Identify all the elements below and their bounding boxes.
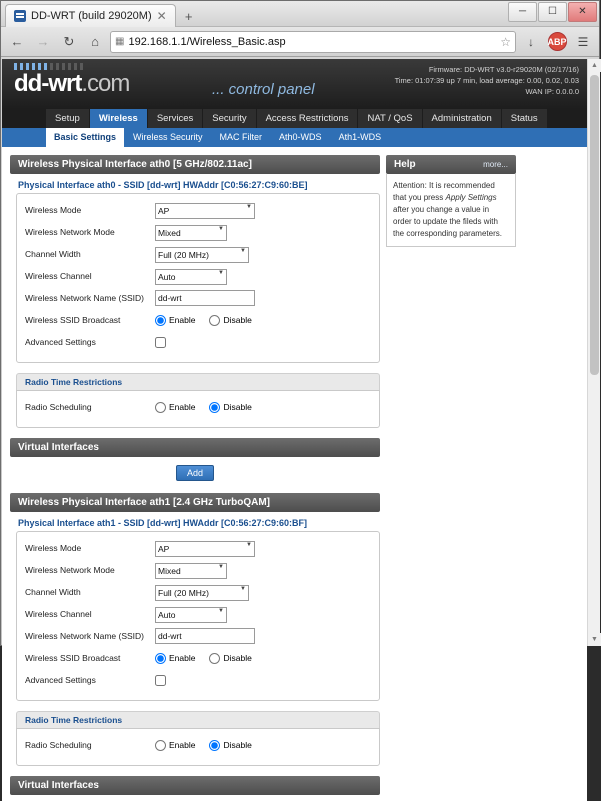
nav-tab-wireless[interactable]: Wireless [90, 109, 147, 128]
nav-tab-access-restrictions[interactable]: Access Restrictions [257, 109, 358, 128]
help-text-part1: Attention: It is recommended that you press [393, 181, 495, 202]
nav-tab-services[interactable]: Services [148, 109, 202, 128]
wrap-channel-width-ath1 [155, 583, 249, 601]
nav-tab-setup[interactable]: Setup [46, 109, 89, 128]
avatar: ABP [548, 32, 567, 51]
page-scrollbar[interactable] [587, 59, 600, 646]
wrap-channel-ath1 [155, 605, 227, 623]
forward-icon[interactable]: → [36, 34, 50, 49]
row-advanced-ath0 [25, 332, 371, 352]
scroll-up-arrow[interactable]: ▲ [588, 59, 601, 72]
logo-com: .com [81, 70, 130, 97]
wan-ip-text: WAN IP: 0.0.0.0 [525, 87, 579, 96]
row-broadcast-ath1 [25, 648, 371, 668]
select-channel-ath0[interactable] [155, 269, 227, 285]
radio-label-sched-enable-ath0[interactable] [155, 402, 195, 413]
row-channel-width-ath0 [25, 244, 371, 264]
scrollbar-thumb[interactable] [590, 75, 599, 375]
home-icon[interactable]: ⌂ [91, 34, 99, 49]
radio-sched-disable-ath0[interactable] [209, 402, 220, 413]
close-tab-icon[interactable]: ✕ [156, 9, 167, 23]
text-broadcast-disable-ath1: Disable [223, 653, 252, 663]
label-wireless-mode-ath0: Wireless Mode [25, 205, 82, 215]
panel-title-ath0: Wireless Physical Interface ath0 [5 GHz/802.11ac] [10, 155, 380, 174]
window-controls [507, 2, 597, 22]
row-ssid-ath1 [25, 626, 371, 646]
radio-sched-disable-ath1[interactable] [209, 740, 220, 751]
wrap-channel-ath0 [155, 267, 227, 285]
label-advanced-ath0: Advanced Settings [25, 337, 96, 347]
label-ssid-ath0: Wireless Network Name (SSID) [25, 293, 145, 303]
virtual-interfaces-title-ath1: Virtual Interfaces [10, 776, 380, 795]
label-broadcast-ath1: Wireless SSID Broadcast [25, 653, 121, 663]
help-more-link[interactable]: more... [483, 160, 508, 169]
help-column [386, 155, 516, 801]
browser-tab-title: DD-WRT (build 29020M) [31, 10, 152, 22]
wrap-wireless-mode-ath0 [155, 201, 255, 219]
select-network-mode-ath1[interactable] [155, 563, 227, 579]
row-network-mode-ath0 [25, 222, 371, 242]
label-channel-width-ath1: Channel Width [25, 587, 81, 597]
help-body [386, 174, 516, 247]
close-window-button[interactable]: ✕ [568, 2, 597, 22]
scroll-down-arrow[interactable]: ▼ [588, 633, 601, 646]
address-bar[interactable] [110, 31, 516, 53]
wrap-network-mode-ath0 [155, 223, 227, 241]
text-sched-enable-ath1: Enable [169, 740, 196, 750]
help-text-apply: Apply Settings [445, 193, 497, 202]
subtab-wireless-security[interactable]: Wireless Security [125, 128, 211, 147]
fieldbox-ath0 [16, 193, 380, 363]
radio-time-box-ath1 [16, 728, 380, 766]
minimize-button[interactable]: ─ [508, 2, 537, 22]
subtab-ath1-wds[interactable]: Ath1-WDS [331, 128, 390, 147]
back-icon[interactable]: ← [10, 34, 24, 49]
page-viewport [2, 59, 600, 791]
subtab-ath0-wds[interactable]: Ath0-WDS [271, 128, 330, 147]
radio-label-broadcast-enable-ath1[interactable] [155, 653, 195, 664]
wrap-channel-width-ath0 [155, 245, 249, 263]
radio-broadcast-enable-ath0[interactable] [155, 315, 166, 326]
url-text: 192.168.1.1/Wireless_Basic.asp [128, 35, 286, 48]
row-ssid-ath0 [25, 288, 371, 308]
radio-time-title-ath0: Radio Time Restrictions [16, 373, 380, 390]
label-network-mode-ath0: Wireless Network Mode [25, 227, 115, 237]
radio-group-broadcast-ath0 [155, 315, 262, 326]
browser-titlebar [1, 1, 599, 27]
label-channel-ath1: Wireless Channel [25, 609, 92, 619]
row-channel-ath1 [25, 604, 371, 624]
label-broadcast-ath0: Wireless SSID Broadcast [25, 315, 121, 325]
select-network-mode-ath0[interactable] [155, 225, 227, 241]
settings-column [10, 155, 380, 801]
logo-dd: dd-wrt [14, 70, 82, 97]
firmware-text: Firmware: DD-WRT v3.0-r29020M (02/17/16) [428, 65, 579, 74]
select-wireless-mode-ath1[interactable] [155, 541, 255, 557]
row-network-mode-ath1 [25, 560, 371, 580]
add-row-ath0 [10, 463, 380, 481]
time-text: Time: 01:07:39 up 7 min, load average: 0.00, 0.02, 0.03 [394, 76, 579, 85]
radio-time-box-ath0 [16, 390, 380, 428]
subtab-basic-settings[interactable]: Basic Settings [46, 128, 124, 147]
nav-tab-nat-qos[interactable]: NAT / QoS [358, 109, 421, 128]
wrap-wireless-mode-ath1 [155, 539, 255, 557]
label-channel-ath0: Wireless Channel [25, 271, 92, 281]
radio-label-sched-disable-ath1[interactable] [209, 740, 251, 751]
checkbox-advanced-ath0[interactable] [155, 337, 166, 348]
new-tab-button[interactable]: + [184, 9, 193, 24]
row-advanced-ath1 [25, 670, 371, 690]
maximize-button[interactable]: ☐ [538, 2, 567, 22]
nav-tab-security[interactable]: Security [203, 109, 255, 128]
row-wireless-mode-ath0 [25, 200, 371, 220]
radio-broadcast-disable-ath1[interactable] [209, 653, 220, 664]
page-info-icon: ▦ [115, 36, 125, 47]
main-nav-tabs [2, 109, 587, 128]
radio-label-sched-enable-ath1[interactable] [155, 740, 195, 751]
text-sched-disable-ath1: Disable [223, 740, 252, 750]
label-channel-width-ath0: Channel Width [25, 249, 81, 259]
page-favicon-icon [14, 10, 26, 22]
text-broadcast-disable-ath0: Disable [223, 315, 252, 325]
nav-tab-administration[interactable]: Administration [423, 109, 501, 128]
input-ssid-ath1[interactable] [155, 628, 255, 644]
label-network-mode-ath1: Wireless Network Mode [25, 565, 115, 575]
ddwrt-page [2, 59, 587, 791]
label-advanced-ath1: Advanced Settings [25, 675, 96, 685]
section-head-ath1: Physical Interface ath1 - SSID [dd-wrt] HWAddr [C0:56:27:C9:60:BF] [18, 518, 308, 528]
system-info [395, 64, 579, 97]
subtab-mac-filter[interactable]: MAC Filter [212, 128, 271, 147]
radio-broadcast-enable-ath1[interactable] [155, 653, 166, 664]
select-channel-width-ath0[interactable] [155, 247, 249, 263]
profile-avatar[interactable] [546, 31, 568, 53]
browser-toolbar [1, 27, 599, 57]
radio-group-broadcast-ath1 [155, 653, 262, 664]
virtual-interfaces-title-ath0: Virtual Interfaces [10, 438, 380, 457]
page-content [2, 147, 587, 801]
wrap-network-mode-ath1 [155, 561, 227, 579]
help-text-part2: after you change a value in order to update the fileds with the corresponding parameters. [393, 205, 502, 238]
radio-sched-enable-ath0[interactable] [155, 402, 166, 413]
radio-label-broadcast-disable-ath1[interactable] [209, 653, 251, 664]
radio-label-broadcast-disable-ath0[interactable] [209, 315, 251, 326]
panel-title-ath1: Wireless Physical Interface ath1 [2.4 GHz TurboQAM] [10, 493, 380, 512]
radio-group-scheduling-ath0 [155, 402, 262, 413]
browser-tab-ddwrt[interactable] [5, 4, 176, 27]
help-title-text: Help [394, 159, 416, 170]
select-channel-ath1[interactable] [155, 607, 227, 623]
text-broadcast-enable-ath1: Enable [169, 653, 196, 663]
fieldbox-ath1 [16, 531, 380, 701]
help-header [386, 155, 516, 174]
row-broadcast-ath0 [25, 310, 371, 330]
radio-broadcast-disable-ath0[interactable] [209, 315, 220, 326]
row-channel-width-ath1 [25, 582, 371, 602]
row-radio-scheduling-ath0 [25, 397, 371, 417]
row-channel-ath0 [25, 266, 371, 286]
radio-time-title-ath1: Radio Time Restrictions [16, 711, 380, 728]
control-panel-label: ... control panel [212, 81, 315, 98]
row-wireless-mode-ath1 [25, 538, 371, 558]
select-wireless-mode-ath0[interactable] [155, 203, 255, 219]
reload-icon[interactable]: ↻ [63, 33, 75, 49]
text-sched-disable-ath0: Disable [223, 402, 252, 412]
label-ssid-ath1: Wireless Network Name (SSID) [25, 631, 145, 641]
sub-nav-tabs [2, 128, 587, 147]
text-broadcast-enable-ath0: Enable [169, 315, 196, 325]
nav-tab-status[interactable]: Status [502, 109, 547, 128]
label-radio-scheduling-ath1: Radio Scheduling [25, 740, 92, 750]
row-radio-scheduling-ath1 [25, 735, 371, 755]
radio-sched-enable-ath1[interactable] [155, 740, 166, 751]
radio-label-broadcast-enable-ath0[interactable] [155, 315, 195, 326]
radio-label-sched-disable-ath0[interactable] [209, 402, 251, 413]
input-ssid-ath0[interactable] [155, 290, 255, 306]
menu-icon[interactable]: ☰ [577, 34, 589, 49]
tab-strip [5, 4, 199, 27]
downloads-icon[interactable]: ↓ [528, 34, 534, 49]
text-sched-enable-ath0: Enable [169, 402, 196, 412]
section-head-ath0: Physical Interface ath0 - SSID [dd-wrt] HWAddr [C0:56:27:C9:60:BE] [18, 180, 308, 190]
select-channel-width-ath1[interactable] [155, 585, 249, 601]
add-virtual-interface-button-ath0[interactable]: Add [176, 465, 214, 481]
bookmark-star-icon[interactable]: ☆ [500, 34, 511, 49]
radio-group-scheduling-ath1 [155, 740, 262, 751]
label-radio-scheduling-ath0: Radio Scheduling [25, 402, 92, 412]
checkbox-advanced-ath1[interactable] [155, 675, 166, 686]
ddwrt-header [2, 59, 587, 109]
label-wireless-mode-ath1: Wireless Mode [25, 543, 82, 553]
